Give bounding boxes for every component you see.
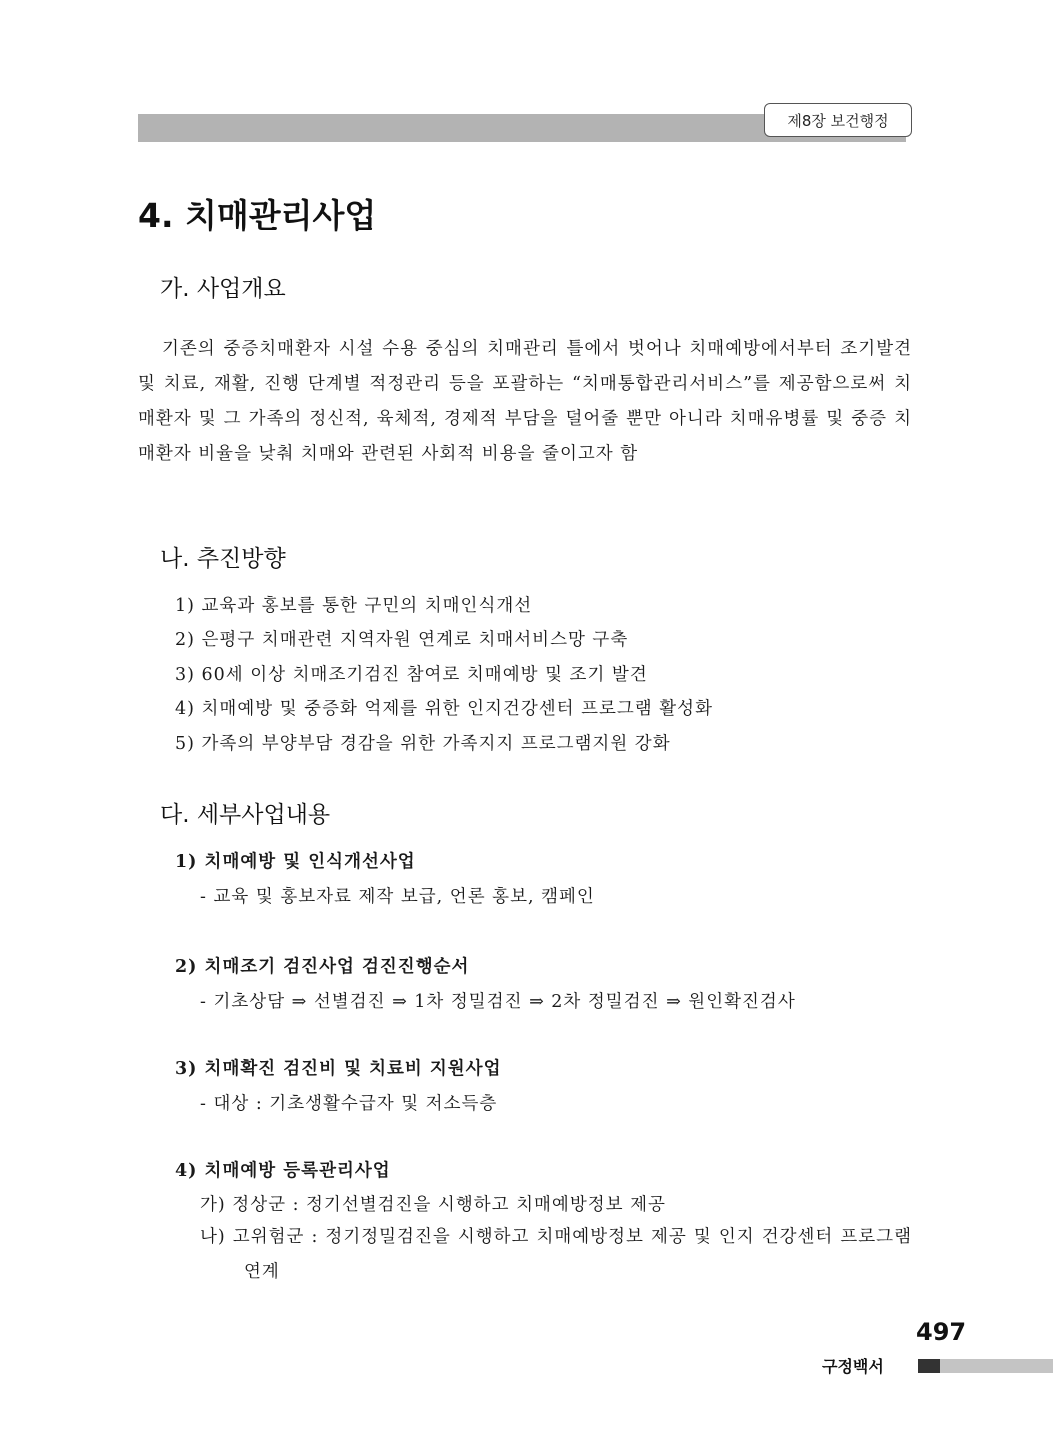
direction-item: 2) 은평구 치매관련 지역자원 연계로 치매서비스망 구축 [175, 630, 629, 650]
detail-title: 4) 치매예방 등록관리사업 [175, 1161, 391, 1181]
detail-title: 1) 치매예방 및 인식개선사업 [175, 852, 416, 872]
detail-line: - 교육 및 홍보자료 제작 보급, 언론 홍보, 캠페인 [200, 887, 595, 907]
direction-item: 3) 60세 이상 치매조기검진 참여로 치매예방 및 조기 발견 [175, 665, 648, 685]
detail-title: 2) 치매조기 검진사업 검진진행순서 [175, 957, 470, 977]
overview-paragraph: 기존의 중증치매환자 시설 수용 중심의 치매관리 틀에서 벗어나 치매예방에서부터 조기발견 및 치료, 재활, 진행 단계별 적정관리 등을 포괄하는 “치매통합관리서비스”를 제공함으로써 치매환자 및 그 가족의 정신적, 육체적, 경제적 부담을 덜어줄 뿐만 아니라 치매유병률 및 중증 치매환자 비율을 낮춰 치매와 관련된 사회적 비용을 줄이고자 함 [138, 339, 912, 464]
page-number: 497 [916, 1318, 967, 1346]
direction-item: 4) 치매예방 및 중증화 억제를 위한 인지건강센터 프로그램 활성화 [175, 699, 713, 719]
section-title: 4. 치매관리사업 [138, 196, 377, 235]
detail-line: 나) 고위험군 : 정기정밀검진을 시행하고 치매예방정보 제공 및 인지 건강센터 프로그램 연계 [200, 1227, 912, 1282]
detail-line: 가) 정상군 : 정기선별검진을 시행하고 치매예방정보 제공 [200, 1195, 666, 1215]
book-title: 구정백서 [822, 1357, 884, 1376]
detail-line: - 기초상담 ⇒ 선별검진 ⇒ 1차 정밀검진 ⇒ 2차 정밀검진 ⇒ 원인확진검사 [200, 992, 796, 1012]
direction-item: 1) 교육과 홍보를 통한 구민의 치매인식개선 [175, 596, 533, 616]
details-heading: 다. 세부사업내용 [160, 802, 331, 828]
detail-title: 3) 치매확진 검진비 및 치료비 지원사업 [175, 1059, 502, 1079]
chapter-label: 제8장 보건행정 [764, 103, 912, 137]
direction-heading: 나. 추진방향 [160, 546, 286, 572]
footer-bar [940, 1359, 1053, 1373]
detail-line: - 대상 : 기초생활수급자 및 저소득층 [200, 1094, 498, 1114]
footer-bar-accent [918, 1359, 940, 1373]
overview-heading: 가. 사업개요 [160, 276, 286, 302]
direction-item: 5) 가족의 부양부담 경감을 위한 가족지지 프로그램지원 강화 [175, 734, 671, 754]
